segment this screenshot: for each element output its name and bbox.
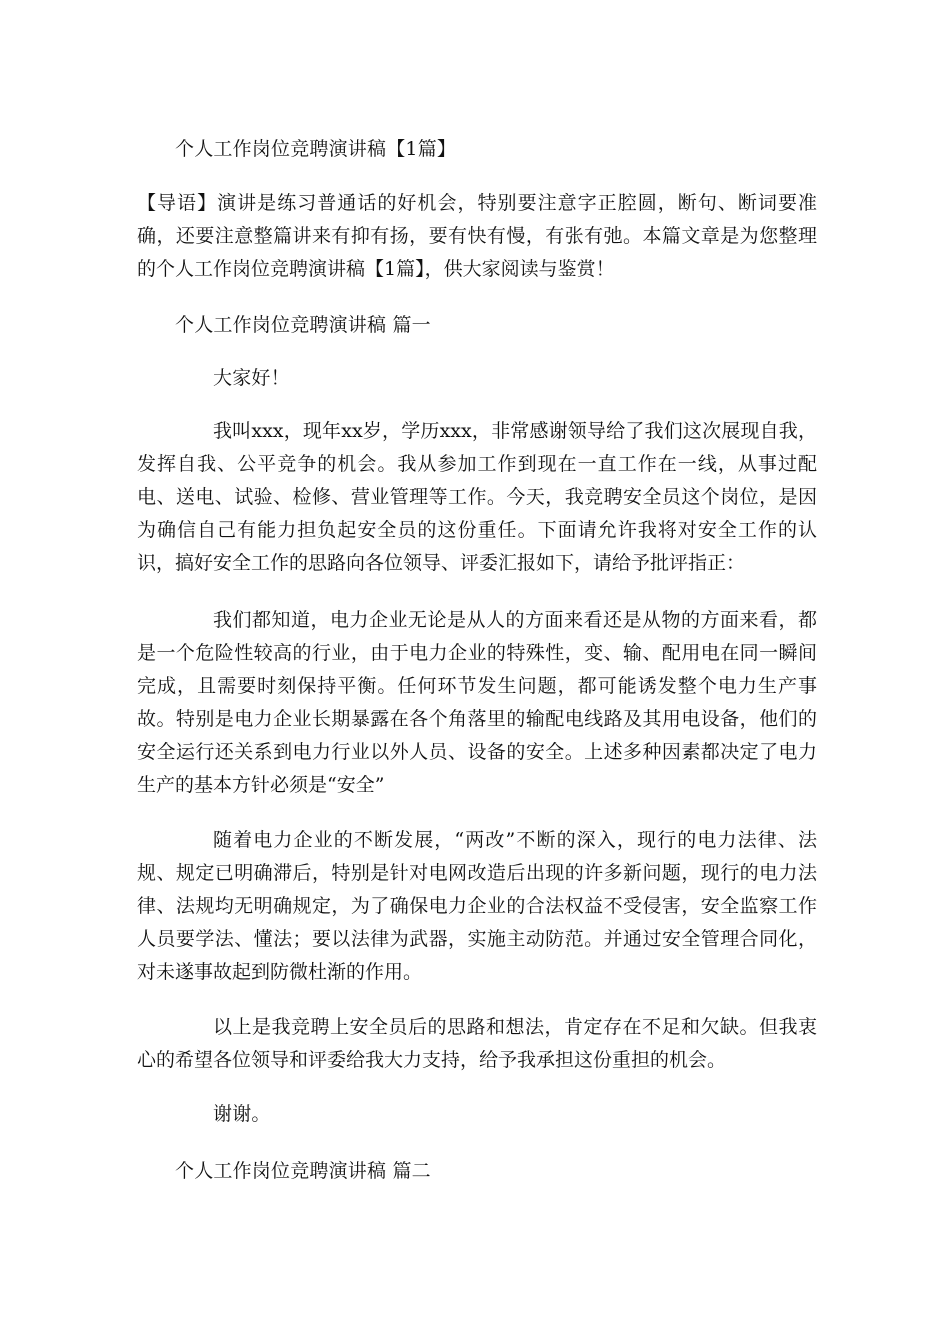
body-paragraph: 以上是我竞聘上安全员后的思路和想法，肯定存在不足和欠缺。但我衷心的希望各位领导和评委给我大力支持，给予我承担这份重担的机会。 (137, 1016, 817, 1071)
body-paragraph: 我叫xxx，现年xx岁，学历xxx，非常感谢领导给了我们这次展现自我，发挥自我、公平竞争的机会。我从参加工作到现在一直工作在一线，从事过配电、送电、试验、检修、营业管理等工作。今天，我竞聘安全员这个岗位，是因为确信自己有能力担负起安全员的这份重任。下面请允许我将对安全工作的认识，搞好安全工作的思路向各位领导、评委汇报如下，请给予批评指正： (137, 420, 817, 574)
intro-paragraph: 【导语】演讲是练习普通话的好机会，特别要注意字正腔圆，断句、断词要准确，还要注意整篇讲来有抑有扬，要有快有慢，有张有弛。本篇文章是为您整理的个人工作岗位竞聘演讲稿【1篇】，供大家阅读与鉴赏！ (137, 192, 817, 280)
greeting-line: 大家好！ (213, 367, 290, 389)
body-paragraph: 我们都知道，电力企业无论是从人的方面来看还是从物的方面来看，都是一个危险性较高的行业，由于电力企业的特殊性，变、输、配用电在同一瞬间完成，且需要时刻保持平衡。任何环节发生问题，都可能诱发整个电力生产事故。特别是电力企业长期暴露在各个角落里的输配电线路及其用电设备，他们的安全运行还关系到电力行业以外人员、设备的安全。上述多种因素都决定了电力生产的基本方针必须是“安全” (137, 609, 817, 796)
section-heading-1: 个人工作岗位竞聘演讲稿 篇一 (175, 314, 431, 336)
body-paragraph: 随着电力企业的不断发展，“两改”不断的深入，现行的电力法律、法规、规定已明确滞后，特别是针对电网改造后出现的许多新问题，现行的电力法律、法规均无明确规定，为了确保电力企业的合法权益不受侵害，安全监察工作人员要学法、懂法；要以法律为武器，实施主动防范。并通过安全管理合同化，对未遂事故起到防微杜渐的作用。 (137, 829, 817, 983)
closing-line: 谢谢。 (213, 1103, 271, 1125)
document-title: 个人工作岗位竞聘演讲稿【1篇】 (175, 138, 457, 160)
section-heading-2: 个人工作岗位竞聘演讲稿 篇二 (175, 1160, 431, 1182)
